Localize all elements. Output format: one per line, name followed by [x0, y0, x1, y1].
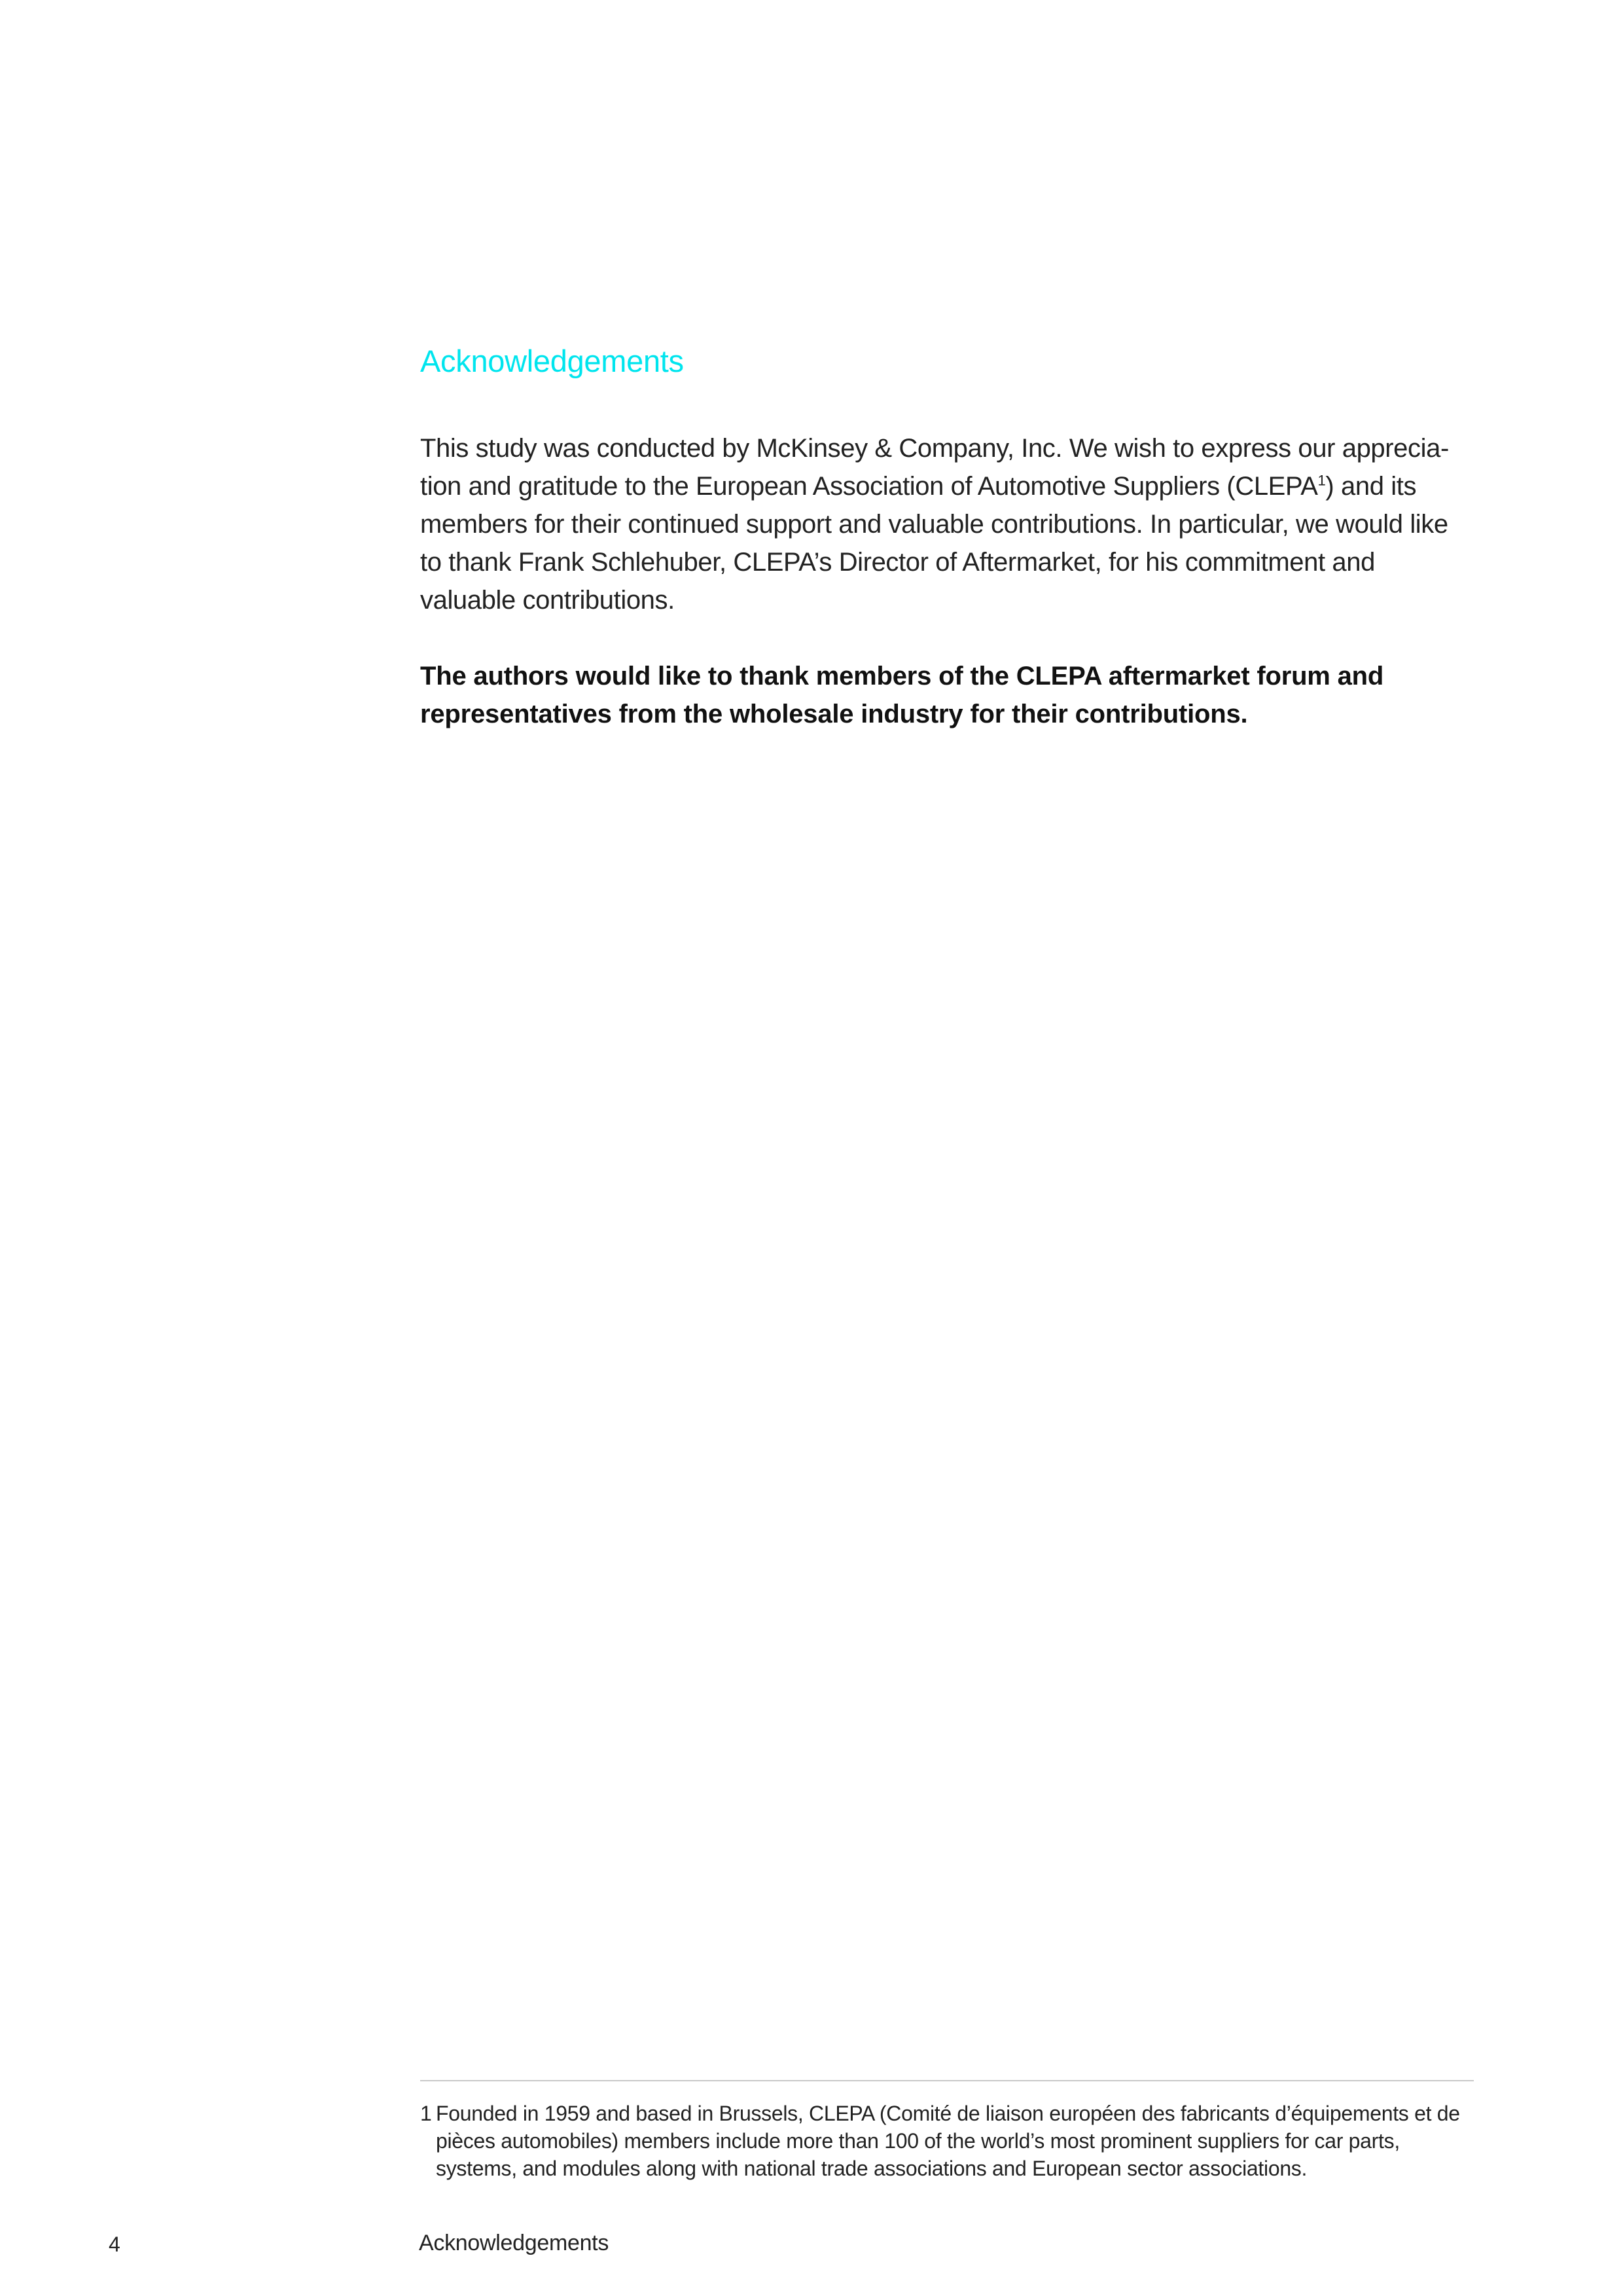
intro-paragraph-part2: ) and its members for their continued support and valuable contributions. In particular, we would like to thank Frank Schlehuber, CLEPA’s Director of Aftermarket, for his commitment and valuable contributions.: [420, 472, 1448, 615]
footnote-text: Founded in 1959 and based in Brussels, CLEPA (Comité de liaison européen des fabricants d’équipements et de pièces automobiles) members include more than 100 of the world’s most prominent suppliers for car parts, systems, and modules along with national trade associations and European sector associations.: [436, 2102, 1460, 2180]
thanks-paragraph: The authors would like to thank members of the CLEPA aftermarket forum and representatives from the wholesale industry for their contributions.: [420, 662, 1384, 728]
main-content: [420, 335, 1474, 733]
running-footer-section-title: Acknowledgements: [419, 2231, 609, 2255]
page-heading: Acknowledgements: [420, 344, 684, 378]
intro-paragraph-part1: This study was conducted by McKinsey & Company, Inc. We wish to express our apprecia-tion and gratitude to the European Association of Automotive Suppliers (CLEPA: [420, 434, 1449, 501]
footnote-reference: 1: [1317, 472, 1326, 489]
footnote: [420, 2100, 1474, 2182]
footnote-number: 1: [420, 2102, 432, 2125]
intro-paragraph: [420, 429, 1474, 619]
footnote-divider: [420, 2080, 1474, 2081]
page-number: 4: [109, 2233, 120, 2256]
